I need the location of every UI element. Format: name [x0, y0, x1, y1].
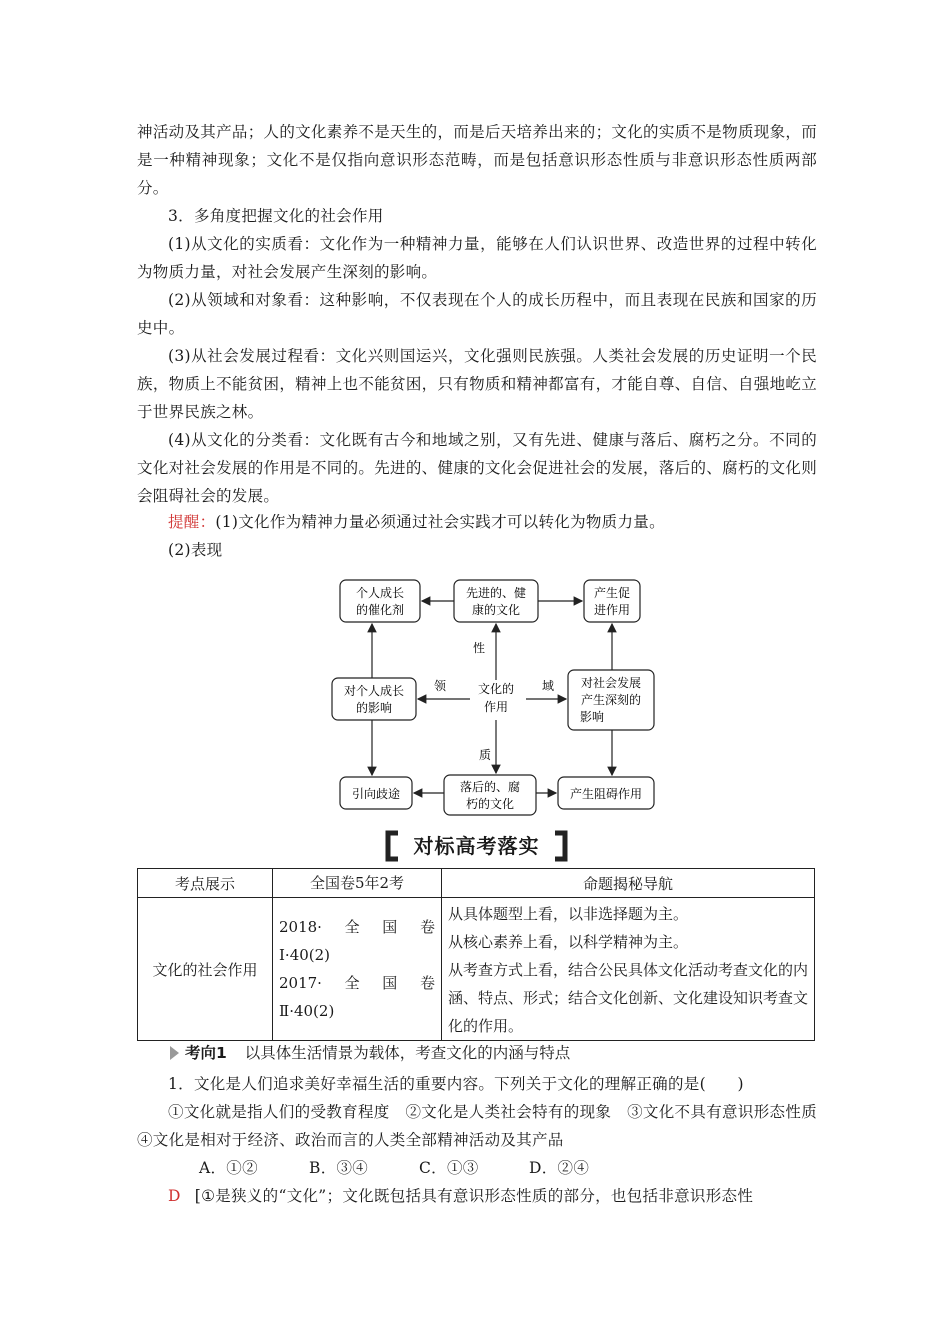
- center-l1: 文化的: [477, 682, 515, 696]
- catalyst-l1: 个人成长: [355, 586, 405, 600]
- exam1-a: 全: [344, 918, 360, 936]
- option-c: C．①③: [419, 1159, 479, 1177]
- topic-cell: 文化的社会作用: [138, 898, 273, 1041]
- header-nav: 命题揭秘导航: [442, 869, 815, 898]
- option-a: A．①②: [199, 1159, 258, 1177]
- nav-line-2: 从核心素养上看，以科学精神为主。: [448, 933, 689, 951]
- option-d: D．②④: [529, 1159, 590, 1177]
- answer-line: [137, 1182, 817, 1210]
- individual-l2: 的影响: [355, 701, 393, 715]
- kaoxiang-text: 以具体生活情景为载体，考查文化的内涵与特点: [244, 1044, 571, 1062]
- header-exam: 全国卷5年2考: [273, 869, 442, 898]
- paragraph-point-3: (3)从社会发展过程看：文化兴则国运兴，文化强则民族强。人类社会发展的历史证明一个民族，物质上不能贫困，精神上也不能贫困，只有物质和精神都富有，才能自尊、自信、自强地屹立于世界民族之林。: [137, 347, 817, 421]
- exam2-b: 国: [382, 974, 398, 992]
- backward-l1: 落后的、腐: [459, 780, 521, 794]
- option-b: B．③④: [309, 1159, 369, 1177]
- promote-l1: 产生促: [593, 586, 631, 600]
- label-zhi: 质: [478, 748, 492, 762]
- exam2-year: 2017·: [279, 974, 322, 992]
- advanced-l1: 先进的、健: [465, 586, 527, 600]
- tip-text: (1)文化作为精神力量必须通过社会实践才可以转化为物质力量。: [215, 513, 665, 531]
- question-items: ①文化就是指人们的受教育程度 ②文化是人类社会特有的现象 ③文化不具有意识形态性质 ④文化是相对于经济、政治而言的人类全部精神活动及其产品: [137, 1103, 833, 1149]
- culture-role-diagram: [320, 572, 660, 822]
- tip-label: 提醒：: [168, 513, 216, 531]
- label-yu: 域: [541, 679, 555, 693]
- exam-cell: [273, 898, 442, 1041]
- kaoxiang-title: 考向1: [185, 1044, 227, 1062]
- nav-line-1: 从具体题型上看，以非选择题为主。: [448, 905, 689, 923]
- section-heading: 3．多角度把握文化的社会作用: [168, 207, 384, 225]
- label-ling: 领: [433, 679, 447, 693]
- exam2-a: 全: [344, 974, 360, 992]
- society-l1: 对社会发展: [580, 676, 642, 690]
- society-l3: 影响: [579, 710, 605, 724]
- paragraph-point-1: (1)从文化的实质看：文化作为一种精神力量，能够在人们认识世界、改造世界的过程中转化为物质力量，对社会发展产生深刻的影响。: [137, 235, 817, 281]
- exam2-c: 卷: [419, 974, 435, 992]
- individual-l1: 对个人成长: [343, 684, 405, 698]
- header-topic: 考点展示: [138, 869, 273, 898]
- exam1-b: 国: [382, 918, 398, 936]
- section-banner: [384, 829, 569, 863]
- promote-l2: 进作用: [593, 603, 631, 617]
- misguide-text: 引向歧途: [351, 787, 401, 801]
- nav-line-3: 从考查方式上看，结合公民具体文化活动考查文化的内涵、特点、形式；结合文化创新、文化建设知识考查文化的作用。: [448, 961, 809, 1035]
- exam-info-table: [137, 868, 815, 1041]
- table-row: [138, 898, 815, 1041]
- advanced-l2: 康的文化: [471, 603, 521, 617]
- paragraph-point-2: (2)从领域和对象看：这种影响，不仅表现在个人的成长历程中，而且表现在民族和国家的历史中。: [137, 291, 817, 337]
- nav-cell: [442, 898, 815, 1041]
- hinder-text: 产生阻碍作用: [569, 787, 643, 801]
- exam1-ref: Ⅰ·40(2): [279, 946, 331, 964]
- question-options: [137, 1154, 817, 1182]
- exam2-line: [279, 969, 435, 997]
- exam1-year: 2018·: [279, 918, 322, 936]
- society-l2: 产生深刻的: [580, 693, 642, 707]
- backward-l2: 朽的文化: [465, 797, 515, 811]
- kaoxiang-line: [170, 1042, 570, 1064]
- paragraph-point-4: (4)从文化的分类看：文化既有古今和地域之别，又有先进、健康与落后、腐朽之分。不同的文化对社会发展的作用是不同的。先进的、健康的文化会促进社会的发展，落后的、腐朽的文化则会阻碍社会的发展。: [137, 431, 817, 505]
- tip-line: [137, 508, 817, 536]
- triangle-icon: [170, 1046, 179, 1060]
- exam1-line: [279, 913, 435, 941]
- table-header-row: [138, 869, 815, 898]
- question-stem: 1．文化是人们追求美好幸福生活的重要内容。下列关于文化的理解正确的是( ): [168, 1075, 744, 1093]
- catalyst-l2: 的催化剂: [355, 603, 405, 617]
- center-l2: 作用: [483, 700, 509, 714]
- exam2-ref: Ⅱ·40(2): [279, 1002, 335, 1020]
- answer-explanation: [①是狭义的“文化”；文化既包括具有意识形态性质的部分，也包括非意识形态性: [194, 1187, 754, 1205]
- label-nature: 性: [472, 641, 486, 655]
- exam1-c: 卷: [419, 918, 435, 936]
- answer-letter: D: [168, 1187, 181, 1205]
- tip-line-2: (2)表现: [168, 541, 223, 559]
- banner-title: 对标高考落实: [413, 834, 540, 858]
- paragraph-intro: 神活动及其产品；人的文化素养不是天生的，而是后天培养出来的；文化的实质不是物质现象，而是一种精神现象；文化不是仅指向意识形态范畴，而是包括意识形态性质与非意识形态性质两部分。: [137, 123, 817, 197]
